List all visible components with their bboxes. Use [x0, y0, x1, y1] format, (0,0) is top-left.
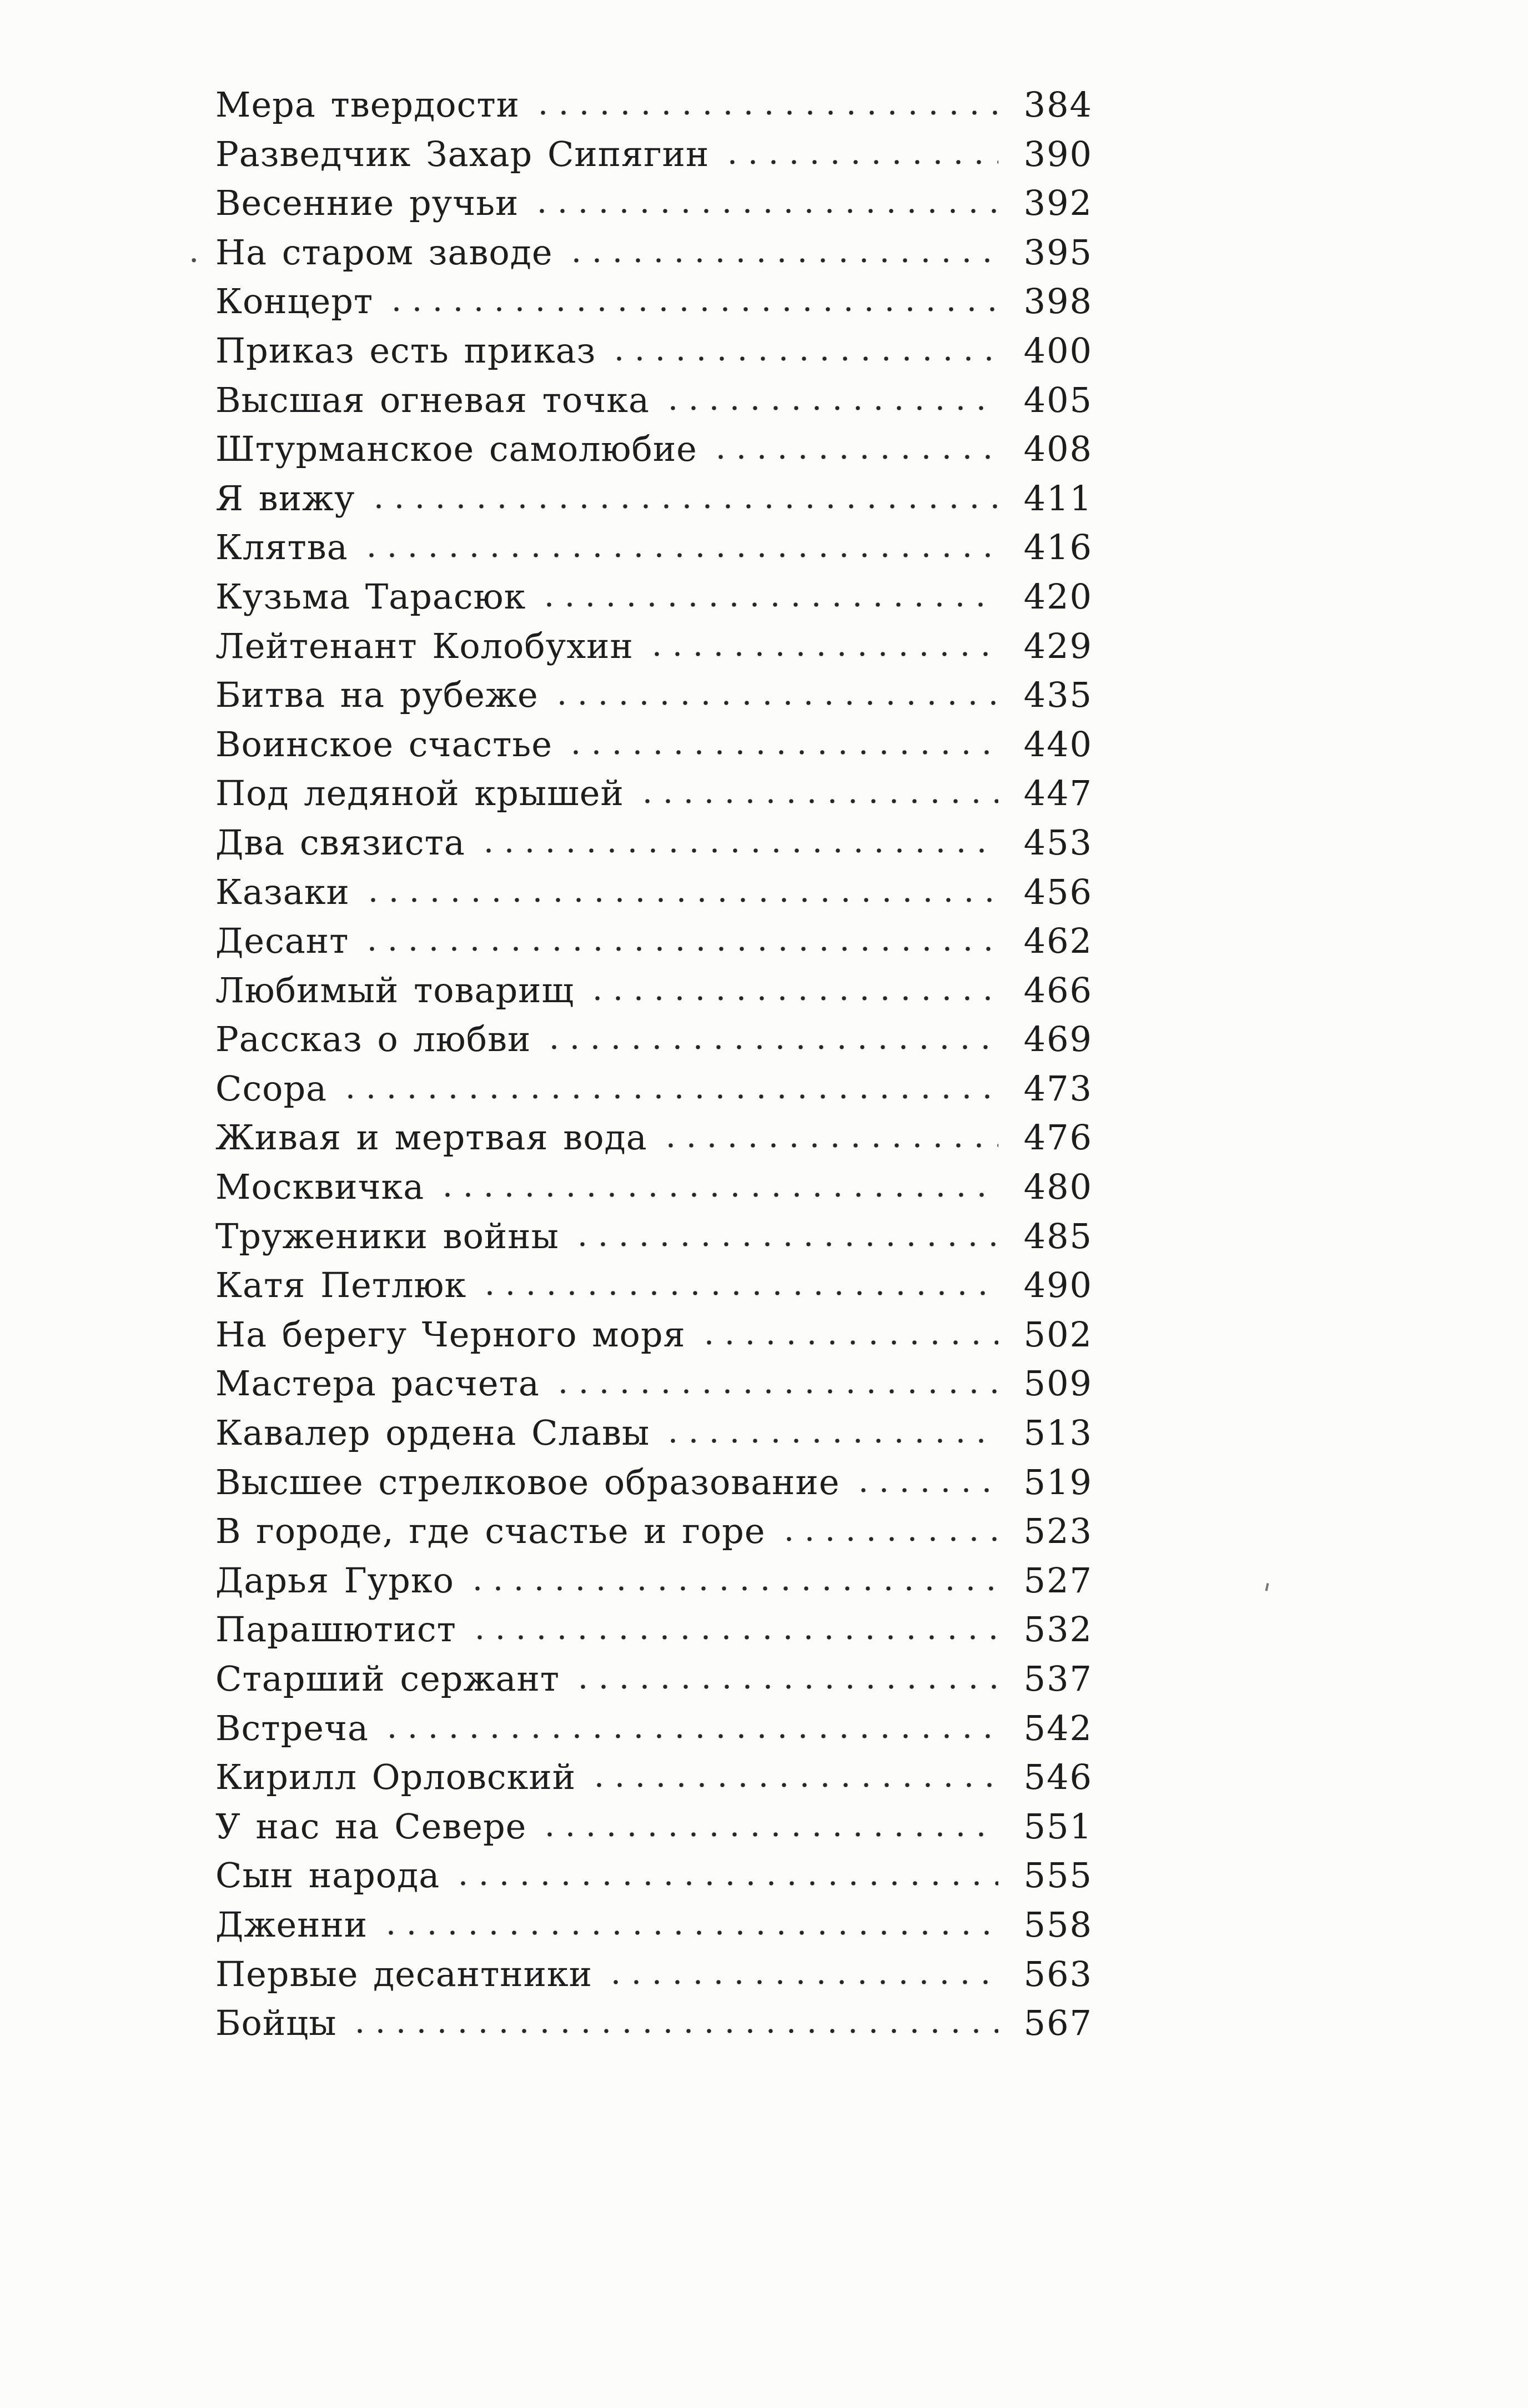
dot-leader — [362, 945, 998, 953]
toc-entry — [215, 1068, 1093, 1118]
toc-entry — [215, 1167, 1093, 1216]
toc-entry-title: Катя Петлюк — [215, 1265, 467, 1306]
dot-leader — [637, 797, 998, 805]
toc-entry-title: Концерт — [215, 281, 374, 322]
toc-entry-page: 416 — [1023, 527, 1093, 568]
toc-entry-page: 440 — [1023, 723, 1093, 765]
dot-leader — [552, 699, 998, 707]
toc-entry — [215, 1658, 1093, 1708]
toc-entry-page: 462 — [1023, 921, 1093, 962]
dot-leader — [722, 158, 998, 166]
dot-leader — [363, 896, 998, 904]
toc-entry-title: Ссора — [215, 1068, 328, 1109]
toc-entry — [215, 1806, 1093, 1856]
toc-entry-title: Живая и мертвая вода — [215, 1117, 647, 1158]
toc-entry-title: Старший сержант — [215, 1658, 560, 1699]
toc-entry — [215, 724, 1093, 773]
toc-entry-page: 384 — [1023, 84, 1093, 125]
toc-entry-page: 390 — [1023, 133, 1093, 174]
dot-leader — [779, 1535, 998, 1543]
toc-entry-page: 476 — [1023, 1117, 1093, 1158]
toc-entry-title: Десант — [215, 921, 349, 962]
dot-leader — [647, 650, 998, 658]
toc-entry-title: Под ледяной крышей — [215, 773, 624, 814]
dot-leader — [340, 1093, 998, 1100]
toc-entry-title: Клятва — [215, 527, 348, 568]
dot-leader — [533, 109, 998, 117]
toc-entry — [215, 1954, 1093, 2003]
toc-entry — [215, 183, 1093, 232]
toc-entry-page: 400 — [1023, 330, 1093, 371]
toc-entry-title: Я вижу — [215, 477, 355, 519]
dot-leader — [381, 1929, 998, 1937]
dot-leader — [609, 355, 998, 363]
toc-entry-title: Битва на рубеже — [215, 675, 539, 716]
dot-leader — [587, 994, 998, 1002]
dot-leader — [540, 1831, 998, 1838]
dot-leader — [573, 1683, 998, 1691]
toc-entry — [215, 281, 1093, 330]
dot-leader — [663, 1437, 998, 1445]
toc-entry-title: Дарья Гурко — [215, 1560, 454, 1601]
toc-entry-title: Москвичка — [215, 1167, 425, 1208]
toc-entry-page: 546 — [1023, 1757, 1093, 1798]
toc-entry — [215, 675, 1093, 724]
toc-entry-title: Приказ есть приказ — [215, 330, 596, 371]
dot-leader — [382, 1732, 998, 1740]
toc-entry — [215, 1216, 1093, 1265]
dot-leader — [470, 1633, 998, 1641]
toc-entry-title: Мера твердости — [215, 84, 520, 125]
dot-leader — [553, 1388, 998, 1395]
toc-list — [215, 84, 1093, 2052]
toc-entry-page: 558 — [1023, 1904, 1093, 1945]
toc-entry — [215, 626, 1093, 675]
scan-artifact-right: ' — [1258, 1577, 1273, 1612]
toc-entry — [215, 872, 1093, 921]
dot-leader — [386, 305, 998, 313]
toc-entry — [215, 330, 1093, 380]
toc-entry-page: 551 — [1023, 1806, 1093, 1847]
toc-entry — [215, 576, 1093, 626]
dot-leader — [544, 1043, 998, 1051]
toc-entry-page: 405 — [1023, 379, 1093, 420]
toc-entry-page: 555 — [1023, 1855, 1093, 1896]
toc-entry-page: 567 — [1023, 2003, 1093, 2044]
toc-entry — [215, 1511, 1093, 1560]
toc-entry-title: Труженики войны — [215, 1215, 559, 1256]
toc-entry — [215, 134, 1093, 183]
dot-leader — [468, 1585, 998, 1592]
dot-leader — [566, 257, 998, 264]
toc-entry-page: 532 — [1023, 1609, 1093, 1650]
toc-entry-page: 509 — [1023, 1363, 1093, 1404]
toc-entry-page: 485 — [1023, 1215, 1093, 1256]
toc-entry-page: 395 — [1023, 232, 1093, 273]
toc-entry — [215, 1462, 1093, 1511]
toc-entry-title: Штурманское самолюбие — [215, 429, 697, 470]
toc-entry-page: 420 — [1023, 576, 1093, 617]
dot-leader — [369, 502, 998, 510]
dot-leader — [699, 1339, 998, 1346]
toc-entry — [215, 1363, 1093, 1412]
toc-entry-page: 502 — [1023, 1314, 1093, 1355]
toc-entry — [215, 1117, 1093, 1167]
toc-entry-page: 527 — [1023, 1560, 1093, 1601]
toc-entry-page: 447 — [1023, 773, 1093, 814]
toc-entry-title: На старом заводе — [215, 232, 553, 273]
toc-entry-title: Рассказ о любви — [215, 1019, 531, 1060]
toc-entry-title: У нас на Севере — [215, 1806, 527, 1847]
dot-leader — [606, 1978, 998, 1986]
toc-entry — [215, 380, 1093, 429]
toc-entry — [215, 1560, 1093, 1610]
dot-leader — [532, 207, 998, 215]
toc-entry-page: 408 — [1023, 429, 1093, 470]
toc-entry-page: 398 — [1023, 281, 1093, 322]
toc-entry — [215, 773, 1093, 822]
dot-leader — [479, 847, 998, 854]
dot-leader — [480, 1289, 998, 1297]
toc-entry — [215, 2003, 1093, 2052]
toc-entry-title: В городе, где счастье и горе — [215, 1511, 766, 1552]
toc-entry — [215, 429, 1093, 478]
toc-entry-title: Весенние ручьи — [215, 183, 519, 224]
toc-entry-page: 466 — [1023, 969, 1093, 1011]
toc-entry-page: 537 — [1023, 1658, 1093, 1699]
toc-entry-page: 513 — [1023, 1412, 1093, 1454]
toc-entry — [215, 527, 1093, 576]
toc-entry-page: 542 — [1023, 1707, 1093, 1748]
toc-entry-page: 563 — [1023, 1953, 1093, 1994]
toc-entry — [215, 970, 1093, 1019]
dot-leader — [711, 453, 998, 461]
toc-entry-title: Высшая огневая точка — [215, 379, 650, 420]
dot-leader — [589, 1781, 998, 1789]
toc-entry-title: Сын народа — [215, 1855, 440, 1896]
toc-entry — [215, 1855, 1093, 1904]
toc-entry-title: Кавалер ордена Славы — [215, 1412, 650, 1454]
toc-entry-page: 469 — [1023, 1019, 1093, 1060]
dot-leader — [361, 551, 998, 559]
toc-entry-page: 456 — [1023, 871, 1093, 912]
toc-entry-title: Первые десантники — [215, 1953, 592, 1994]
toc-entry — [215, 822, 1093, 872]
toc-entry — [215, 1265, 1093, 1314]
toc-entry-title: Кузьма Тарасюк — [215, 576, 526, 617]
dot-leader — [663, 404, 998, 412]
toc-entry-title: Дженни — [215, 1904, 368, 1945]
toc-entry-page: 490 — [1023, 1265, 1093, 1306]
dot-leader — [853, 1486, 998, 1494]
dot-leader — [539, 601, 998, 609]
toc-entry-title: Высшее стрелковое образование — [215, 1461, 840, 1502]
toc-entry-page: 523 — [1023, 1511, 1093, 1552]
toc-entry — [215, 1314, 1093, 1364]
toc-entry-title: На берегу Черного моря — [215, 1314, 686, 1355]
toc-entry-page: 411 — [1023, 477, 1093, 519]
toc-entry-title: Лейтенант Колобухин — [215, 625, 634, 666]
dot-leader — [572, 1240, 998, 1248]
dot-leader — [661, 1142, 998, 1149]
toc-entry — [215, 921, 1093, 970]
dot-leader — [566, 748, 998, 756]
toc-entry-title: Встреча — [215, 1707, 369, 1748]
toc-entry — [215, 1757, 1093, 1806]
toc-entry — [215, 1708, 1093, 1757]
toc-entry — [215, 1019, 1093, 1068]
toc-entry — [215, 1904, 1093, 1954]
toc-entry-title: Мастера расчета — [215, 1363, 540, 1404]
toc-entry — [215, 1609, 1093, 1658]
toc-entry-title: Кирилл Орловский — [215, 1757, 576, 1798]
dot-leader — [438, 1191, 998, 1199]
toc-entry-page: 435 — [1023, 675, 1093, 716]
toc-entry-page: 429 — [1023, 625, 1093, 666]
toc-entry — [215, 1412, 1093, 1462]
toc-entry-title: Парашютист — [215, 1609, 456, 1650]
toc-entry-title: Любимый товарищ — [215, 969, 575, 1011]
toc-entry-title: Два связиста — [215, 822, 465, 863]
toc-entry-title: Бойцы — [215, 2003, 337, 2044]
toc-entry-page: 473 — [1023, 1068, 1093, 1109]
toc-entry — [215, 84, 1093, 134]
toc-entry-title: Воинское счастье — [215, 723, 552, 765]
dot-leader — [350, 2027, 998, 2035]
toc-entry-title: Казаки — [215, 871, 350, 912]
toc-entry — [215, 478, 1093, 527]
toc-entry-page: 392 — [1023, 183, 1093, 224]
toc-entry-page: 480 — [1023, 1167, 1093, 1208]
toc-entry — [215, 232, 1093, 281]
toc-entry-title: Разведчик Захар Сипягин — [215, 133, 710, 174]
scan-artifact-left: · — [189, 242, 199, 279]
dot-leader — [453, 1879, 998, 1887]
toc-entry-page: 519 — [1023, 1461, 1093, 1502]
toc-entry-page: 453 — [1023, 822, 1093, 863]
